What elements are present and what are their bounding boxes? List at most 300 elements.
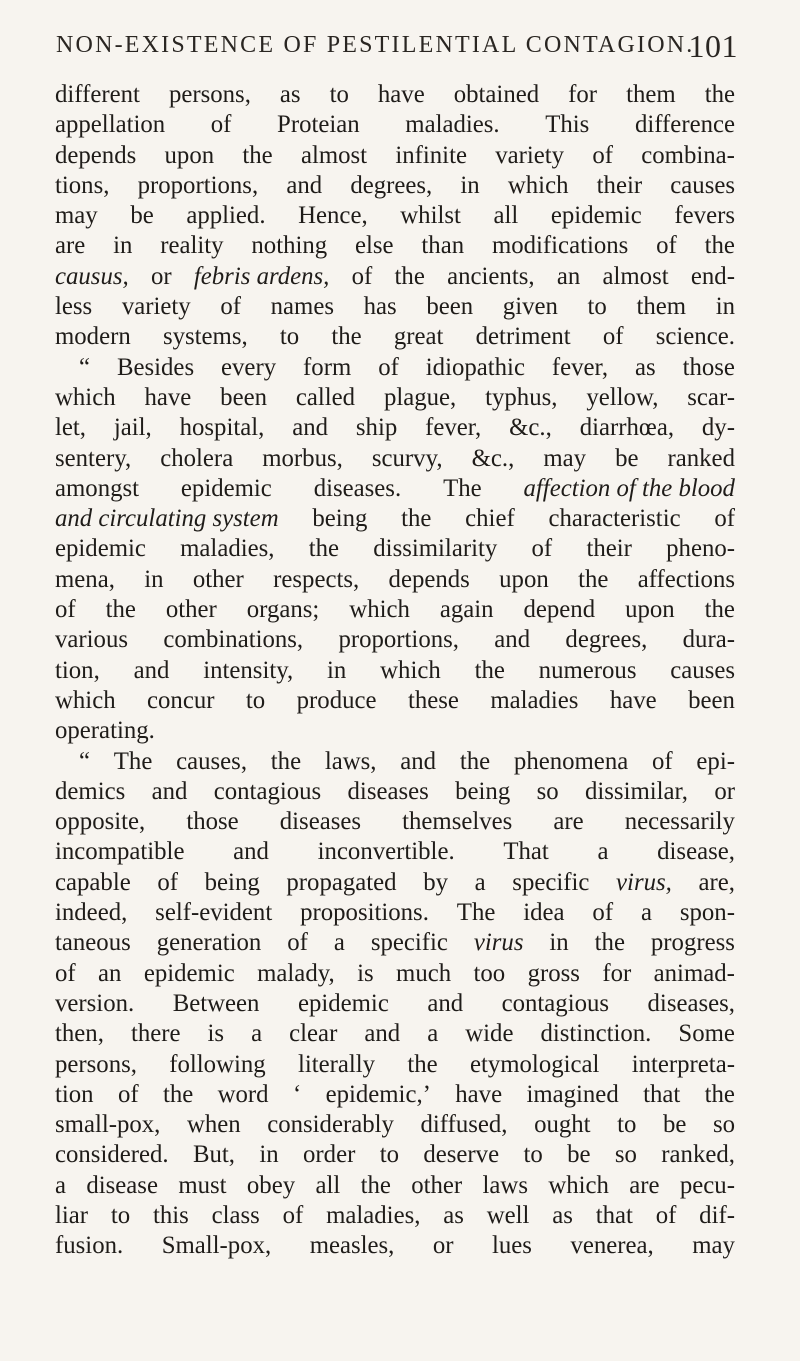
word: of xyxy=(117,1080,139,1108)
word: diseases xyxy=(279,808,362,836)
word: contagious xyxy=(213,777,322,805)
word: class xyxy=(211,1201,260,1229)
text-line xyxy=(55,413,735,443)
word: being xyxy=(455,777,511,805)
word: which xyxy=(380,656,441,684)
word: epidemic xyxy=(143,959,235,987)
word: in xyxy=(715,293,735,321)
word: causus, xyxy=(55,262,129,290)
word: virus, xyxy=(616,868,672,896)
word: measles, xyxy=(309,1232,395,1260)
word: and xyxy=(151,777,188,805)
word: the xyxy=(162,1080,194,1108)
word: contagious xyxy=(501,989,610,1017)
word: specific xyxy=(370,929,448,957)
word: causes, xyxy=(176,747,248,775)
word: persons, xyxy=(55,1050,137,1078)
word: tion xyxy=(55,1080,94,1108)
word: etymological xyxy=(469,1050,600,1078)
text-line xyxy=(55,353,735,383)
word: modifications xyxy=(491,232,629,260)
word: literally xyxy=(297,1050,376,1078)
text-line xyxy=(55,1140,735,1170)
word: the xyxy=(578,565,609,593)
word: generation xyxy=(156,929,262,957)
word: a xyxy=(251,1020,263,1048)
text-line xyxy=(55,171,735,201)
word: demics xyxy=(55,777,126,805)
word: less xyxy=(55,293,93,321)
word: for xyxy=(602,959,632,987)
word: which xyxy=(349,596,410,624)
word: to xyxy=(617,1111,637,1139)
word: gross xyxy=(527,959,580,987)
word: to xyxy=(245,686,266,714)
word: the xyxy=(704,596,735,624)
word: the xyxy=(704,1080,735,1108)
word: clear xyxy=(289,1020,338,1048)
word: be xyxy=(130,202,154,230)
word: and xyxy=(494,626,531,654)
word: which xyxy=(55,383,116,411)
word: capable xyxy=(55,868,131,896)
word: there xyxy=(130,1020,181,1048)
word: depends xyxy=(55,141,137,169)
word: ranked, xyxy=(661,1141,735,1169)
word: or xyxy=(150,262,172,290)
word: interpreta- xyxy=(631,1050,735,1078)
word: else xyxy=(355,232,394,260)
word: affection of the blood xyxy=(523,474,735,502)
word: Some xyxy=(678,1020,735,1048)
text-line xyxy=(55,534,735,564)
word: “ xyxy=(79,353,91,381)
word: those xyxy=(186,808,239,836)
word: a xyxy=(333,929,345,957)
word: epidemic xyxy=(297,989,389,1017)
word: and circulating system xyxy=(55,505,279,533)
page-number: 101 xyxy=(688,28,738,64)
word: virus xyxy=(473,929,524,957)
word: laws xyxy=(482,1171,528,1199)
word: must xyxy=(178,1171,227,1199)
word: them xyxy=(626,81,676,108)
text-line xyxy=(55,716,735,746)
text-line xyxy=(55,1080,735,1110)
text-line xyxy=(55,444,735,474)
word: modern xyxy=(55,323,131,351)
word: for xyxy=(568,81,598,108)
word: the xyxy=(242,141,273,169)
word: of xyxy=(220,293,241,321)
word: in xyxy=(327,656,347,684)
word: are xyxy=(55,232,86,260)
word: these xyxy=(407,686,459,714)
word: be xyxy=(662,1111,687,1139)
text-line xyxy=(55,898,735,928)
word: of xyxy=(351,262,373,290)
word: all xyxy=(315,1171,341,1199)
text-line xyxy=(55,959,735,989)
word: other xyxy=(411,1171,463,1199)
word: typhus, xyxy=(485,383,558,411)
word: This xyxy=(545,111,590,139)
word: so xyxy=(614,1141,637,1169)
word: version. xyxy=(55,989,135,1017)
word: and xyxy=(133,656,170,684)
word: whilst xyxy=(400,202,461,230)
word: of xyxy=(592,899,614,927)
word: intensity, xyxy=(203,656,294,684)
text-line xyxy=(55,989,735,1019)
word: of xyxy=(655,1201,677,1229)
word: ought xyxy=(534,1111,591,1139)
word: the xyxy=(331,323,362,351)
word: epidemic xyxy=(180,474,272,502)
word: The xyxy=(443,474,482,502)
word: of xyxy=(656,232,677,260)
word: propositions. xyxy=(300,899,429,927)
text-line xyxy=(55,474,735,504)
word: of xyxy=(55,959,76,987)
word: again xyxy=(439,596,494,624)
word: Besides xyxy=(116,353,195,381)
word: science. xyxy=(655,323,735,351)
word: diseases. xyxy=(313,474,402,502)
word: this xyxy=(152,1201,189,1229)
word: amongst xyxy=(55,474,140,502)
word: Hence, xyxy=(298,202,368,230)
word: Small-pox, xyxy=(161,1232,272,1260)
word: in xyxy=(259,1141,279,1169)
word: tion, xyxy=(55,656,100,684)
word: to xyxy=(523,1141,543,1169)
word: and xyxy=(427,989,464,1017)
word: than xyxy=(421,232,465,260)
word: various xyxy=(55,626,128,654)
word: form xyxy=(303,353,352,381)
word: are xyxy=(553,808,584,836)
word: great xyxy=(393,323,444,351)
text-line xyxy=(55,1019,735,1049)
word: applied. xyxy=(186,202,266,230)
word: diseases, xyxy=(647,989,735,1017)
word: epidemic xyxy=(55,535,146,563)
word: ship xyxy=(355,414,398,442)
word: causes xyxy=(670,171,735,199)
word: necessarily xyxy=(624,808,735,836)
word: deserve xyxy=(423,1141,500,1169)
word: infinite xyxy=(395,141,467,169)
word: fevers xyxy=(674,202,735,230)
word: a xyxy=(597,838,609,866)
word: maladies xyxy=(490,686,579,714)
word: fever, xyxy=(425,414,482,442)
word: of xyxy=(592,141,614,169)
word: produce xyxy=(296,686,377,714)
text-line xyxy=(55,1110,735,1140)
word: in xyxy=(113,232,133,260)
word: &c., xyxy=(471,444,515,472)
word: tions, xyxy=(55,171,110,199)
word: combinations, xyxy=(163,626,304,654)
word: their xyxy=(586,535,632,563)
word: upon xyxy=(625,596,675,624)
word: affections xyxy=(637,565,735,593)
word: proportions, xyxy=(338,626,459,654)
word: operating. xyxy=(55,717,155,745)
word: as xyxy=(279,81,301,108)
word: malady, xyxy=(257,959,335,987)
word: scurvy, xyxy=(371,444,443,472)
word: detriment xyxy=(475,323,571,351)
word: jail, xyxy=(113,414,152,442)
word: then, xyxy=(55,1020,104,1048)
word: lues xyxy=(492,1232,532,1260)
word: of xyxy=(714,505,735,533)
word: so xyxy=(712,1111,735,1139)
word: But, xyxy=(192,1141,235,1169)
text-line xyxy=(55,868,735,898)
word: taneous xyxy=(55,929,131,957)
word: of xyxy=(157,868,179,896)
word: a xyxy=(640,899,652,927)
word: scar- xyxy=(687,383,735,411)
word: ‘ xyxy=(292,1080,302,1108)
text-line xyxy=(55,686,735,716)
word: depends xyxy=(388,565,470,593)
word: order xyxy=(303,1141,356,1169)
word: to xyxy=(587,293,607,321)
word: to xyxy=(279,323,300,351)
word: plague, xyxy=(383,383,457,411)
word: The xyxy=(113,747,153,775)
word: them xyxy=(636,293,687,321)
word: of xyxy=(378,353,399,381)
word: the xyxy=(401,505,432,533)
word: an xyxy=(556,262,581,290)
text-line xyxy=(55,110,735,140)
text-line xyxy=(55,625,735,655)
text-line xyxy=(55,262,735,292)
word: being xyxy=(312,505,368,533)
word: cholera xyxy=(160,444,234,472)
word: The xyxy=(456,899,496,927)
word: progress xyxy=(650,929,735,957)
word: or xyxy=(714,777,735,805)
word: considered. xyxy=(55,1141,169,1169)
text-line xyxy=(55,747,735,777)
word: of xyxy=(652,747,673,775)
word: concur xyxy=(147,686,215,714)
word: Between xyxy=(172,989,260,1017)
word: been xyxy=(426,293,474,321)
word: are xyxy=(629,1171,660,1199)
word: to xyxy=(379,1141,399,1169)
word: other xyxy=(192,565,244,593)
word: when xyxy=(186,1111,241,1139)
word: dura- xyxy=(682,626,735,654)
word: has xyxy=(363,293,397,321)
word: ranked xyxy=(667,444,735,472)
word: combina- xyxy=(641,141,735,169)
word: different xyxy=(55,81,140,108)
word: dissimilar, xyxy=(584,777,688,805)
word: an xyxy=(98,959,122,987)
word: fever, xyxy=(551,353,609,381)
word: too xyxy=(473,959,506,987)
word: that xyxy=(643,1080,681,1108)
word: in xyxy=(460,171,480,199)
word: word xyxy=(217,1080,269,1108)
word: as xyxy=(443,1201,464,1229)
word: opposite, xyxy=(55,808,146,836)
word: the xyxy=(704,232,735,260)
text-line xyxy=(55,141,735,171)
word: as xyxy=(634,353,656,381)
word: all xyxy=(493,202,519,230)
word: of xyxy=(210,111,232,139)
word: other xyxy=(165,596,217,624)
word: “ xyxy=(79,747,91,775)
word: venerea, xyxy=(570,1232,654,1260)
word: diarrhœa, xyxy=(579,414,675,442)
word: been xyxy=(688,686,735,714)
word: the xyxy=(474,656,505,684)
word: idiopathic xyxy=(425,353,525,381)
word: laws, xyxy=(324,747,377,775)
word: may xyxy=(543,444,587,472)
word: specific xyxy=(512,868,590,896)
word: fusion. xyxy=(55,1232,124,1260)
word: distinction. xyxy=(540,1020,652,1048)
word: liar xyxy=(55,1201,89,1229)
word: respects, xyxy=(273,565,360,593)
word: dif- xyxy=(699,1201,735,1229)
word: characteristic xyxy=(548,505,681,533)
word: nothing xyxy=(251,232,328,260)
word: well xyxy=(486,1201,530,1229)
word: that xyxy=(595,1201,633,1229)
word: have xyxy=(144,383,192,411)
text-line xyxy=(55,1171,735,1201)
word: and xyxy=(286,171,323,199)
word: hospital, xyxy=(179,414,265,442)
word: may xyxy=(55,202,98,230)
word: given xyxy=(502,293,558,321)
word: and xyxy=(364,1020,401,1048)
word: are, xyxy=(698,868,735,896)
word: of xyxy=(55,596,76,624)
word: so xyxy=(536,777,559,805)
text-line xyxy=(55,80,735,110)
word: the xyxy=(270,747,302,775)
word: by xyxy=(423,868,448,896)
word: animad- xyxy=(653,959,735,987)
word: is xyxy=(357,959,374,987)
word: which xyxy=(55,686,116,714)
word: or xyxy=(432,1232,454,1260)
word: wide xyxy=(465,1020,514,1048)
word: pecu- xyxy=(679,1171,735,1199)
word: imagined xyxy=(526,1080,619,1108)
word: in xyxy=(144,565,164,593)
word: idea xyxy=(523,899,565,927)
word: which xyxy=(548,1171,609,1199)
word: dy- xyxy=(701,414,735,442)
word: self-evident xyxy=(155,899,273,927)
word: the xyxy=(459,747,491,775)
text-line xyxy=(55,322,735,352)
word: the xyxy=(407,1050,438,1078)
word: pheno- xyxy=(666,535,735,563)
word: may xyxy=(692,1232,735,1260)
word: is xyxy=(207,1020,225,1048)
word: sentery, xyxy=(55,444,132,472)
word: diseases xyxy=(347,777,429,805)
word: which xyxy=(507,171,569,199)
word: of xyxy=(287,929,308,957)
word: a xyxy=(55,1171,67,1199)
word: almost xyxy=(300,141,368,169)
word: themselves xyxy=(402,808,513,836)
text-line xyxy=(55,837,735,867)
word: the xyxy=(394,262,425,290)
text-line xyxy=(55,1050,735,1080)
word: obey xyxy=(246,1171,296,1199)
word: appellation xyxy=(55,111,166,139)
word: propagated xyxy=(286,868,397,896)
word: have xyxy=(455,1080,503,1108)
word: degrees, xyxy=(565,626,648,654)
word: spon- xyxy=(679,899,735,927)
word: have xyxy=(609,686,657,714)
word: obtained xyxy=(453,81,540,108)
text-line xyxy=(55,201,735,231)
word: in xyxy=(549,929,569,957)
word: almost xyxy=(602,262,669,290)
word: small-pox, xyxy=(55,1111,161,1139)
word: the xyxy=(105,596,136,624)
word: incompatible xyxy=(55,838,185,866)
word: epi- xyxy=(696,747,735,775)
word: reality xyxy=(160,232,224,260)
word: ancients, xyxy=(447,262,535,290)
word: causes xyxy=(670,656,735,684)
word: their xyxy=(596,171,643,199)
text-line xyxy=(55,383,735,413)
text-line xyxy=(55,807,735,837)
word: degrees, xyxy=(350,171,433,199)
word: and xyxy=(292,414,329,442)
word: morbus, xyxy=(262,444,343,472)
word: persons, xyxy=(168,81,251,108)
word: febris ardens, xyxy=(193,262,330,290)
text-line xyxy=(55,656,735,686)
word: the xyxy=(308,535,340,563)
word: those xyxy=(682,353,735,381)
word: variety xyxy=(495,141,565,169)
word: upon xyxy=(164,141,215,169)
word: maladies, xyxy=(326,1201,421,1229)
word: have xyxy=(377,81,425,108)
word: let, xyxy=(55,414,86,442)
word: numerous xyxy=(538,656,637,684)
word: proportions, xyxy=(137,171,259,199)
body-text xyxy=(55,80,735,1262)
word: the xyxy=(360,1171,391,1199)
text-line xyxy=(55,565,735,595)
